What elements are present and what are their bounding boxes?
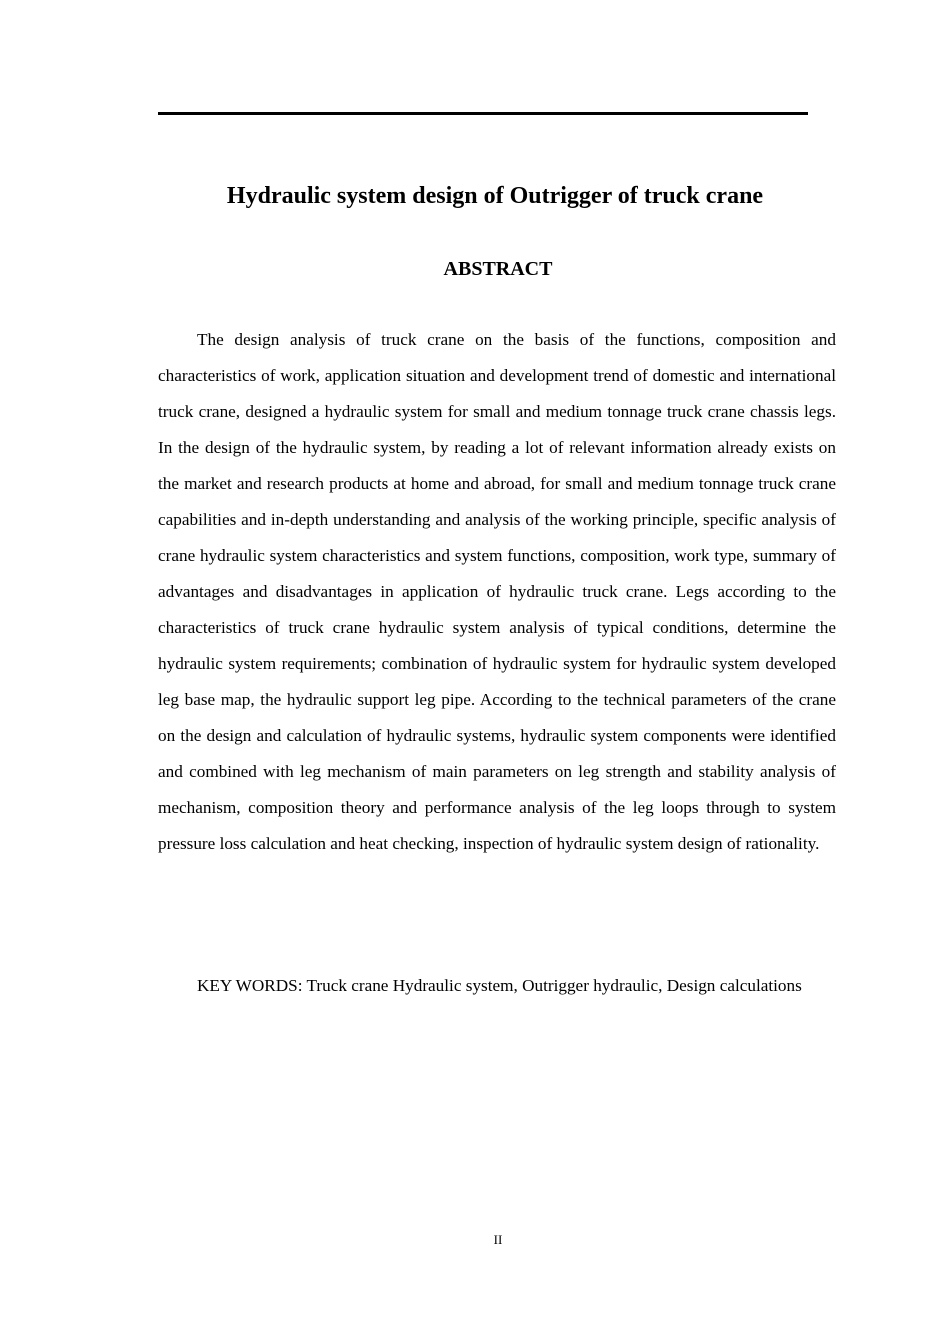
keywords-paragraph: KEY WORDS: Truck crane Hydraulic system, Outrigger hydraulic, Design calculations	[197, 976, 802, 995]
abstract-body: The design analysis of truck crane on the basis of the functions, composition and characteristics of work, application situation and development trend of domestic and international truck crane, designed a hydraulic system for small and medium tonnage truck crane chassis legs. In the design of the hydraulic system, by reading a lot of relevant information already exists on the market and research products at home and abroad, for small and medium tonnage truck crane capabilities and in-depth understanding and analysis of the working principle, specific analysis of crane hydraulic system characteristics and system functions, composition, work type, summary of advantages and disadvantages in application of hydraulic truck crane. Legs according to the characteristics of truck crane hydraulic system analysis of typical conditions, determine the hydraulic system requirements; combination of hydraulic system for hydraulic system developed leg base map, the hydraulic support leg pipe. According to the technical parameters of the crane on the design and calculation of hydraulic systems, hydraulic system components were identified and combined with leg mechanism of main parameters on leg strength and stability analysis of mechanism, composition theory and performance analysis of the leg loops through to system pressure loss calculation and heat checking, inspection of hydraulic system design of rationality.	[158, 330, 836, 853]
document-title: Hydraulic system design of Outrigger of truck crane	[226, 183, 764, 209]
page-number: II	[493, 1232, 503, 1247]
abstract-heading: ABSTRACT	[443, 258, 553, 280]
header-rule	[158, 112, 808, 115]
